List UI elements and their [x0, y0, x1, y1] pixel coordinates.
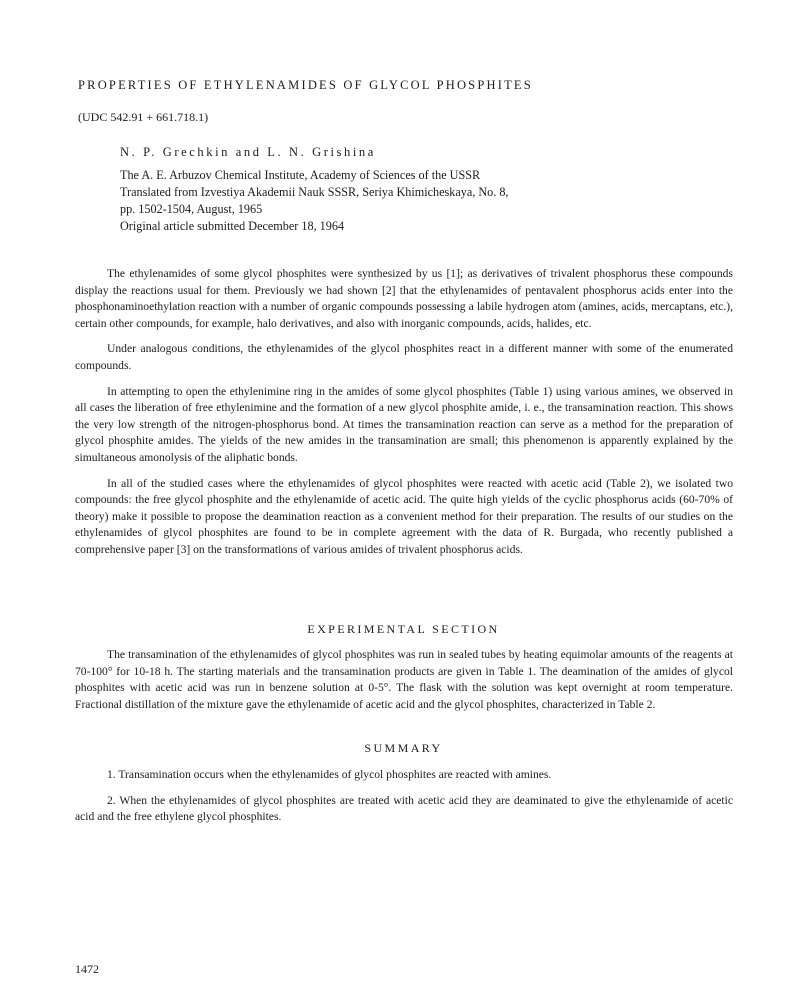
experimental-heading: EXPERIMENTAL SECTION [307, 622, 500, 636]
udc-code: (UDC 542.91 + 661.718.1) [78, 110, 209, 124]
summary-section [75, 767, 733, 835]
summary-item: 1. Transamination occurs when the ethylenamides of glycol phosphites are reacted with amines. [107, 768, 552, 781]
affiliation-line: The A. E. Arbuzov Chemical Institute, Academy of Sciences of the USSR [120, 168, 481, 182]
translation-source-line: Translated from Izvestiya Akademii Nauk SSSR, Seriya Khimicheskaya, No. 8, [120, 185, 509, 199]
page-range-line: pp. 1502-1504, August, 1965 [120, 202, 263, 216]
summary-item: 2. When the ethylenamides of glycol phosphites are treated with acetic acid they are deaminated to give the ethylenamide of acetic acid and the free ethylene glycol phosphites. [75, 793, 733, 824]
paper-title: PROPERTIES OF ETHYLENAMIDES OF GLYCOL PHOSPHITES [78, 78, 533, 92]
body-paragraph: The transamination of the ethylenamides of glycol phosphites was run in sealed tubes by heating equimolar amounts of the reagents at 70-100° for 10-18 h. The starting materials and the transamination products are given in Table 1. The deamination of the amides of glycol phosphites with acetic acid was run in benzene solution at 0-5°. The flask with the solution was kept overnight at room temperature. Fractional distillation of the mixture gave the ethylenamide of acetic acid and the glycol phosphites, characterized in Table 2. [75, 648, 733, 711]
introduction-section [75, 266, 733, 568]
summary-heading: SUMMARY [364, 741, 443, 755]
authors: N. P. Grechkin and L. N. Grishina [120, 145, 376, 159]
affiliation-block [120, 167, 508, 235]
body-paragraph: In attempting to open the ethylenimine ring in the amides of some glycol phosphites (Table 1) using various amines, we observed in all cases the liberation of free ethylenimine and the formation of a new glycol phosphite amide, i. e., the transamination reaction. This shows the very low strength of the nitrogen-phosphorus bond. At times the transamination reaction can serve as a method for the preparation of glycol phosphite amides. The yields of the new amides in the transamination are small; this phenomenon is apparently explained by the simultaneous amonolysis of the aliphatic bonds. [75, 384, 733, 464]
page-number: 1472 [75, 962, 99, 976]
body-paragraph: Under analogous conditions, the ethylenamides of the glycol phosphites react in a different manner with some of the enumerated compounds. [75, 342, 733, 372]
experimental-section [75, 647, 733, 722]
body-paragraph: In all of the studied cases where the ethylenamides of glycol phosphites were reacted with acetic acid (Table 2), we isolated two compounds: the free glycol phosphite and the ethylenamide of acetic acid. The quite high yields of the cyclic phosphorus acids (60-70% of theory) make it possible to propose the deamination reaction as a convenient method for their preparation. The results of our studies on the ethylenamides of glycol phosphites are found to be in complete agreement with the data of R. Burgada, who recently published a comprehensive paper [3] on the transformations of various amides of trivalent phosphorus acids. [75, 476, 733, 556]
submission-date-line: Original article submitted December 18, 1964 [120, 219, 345, 233]
body-paragraph: The ethylenamides of some glycol phosphites were synthesized by us [1]; as derivatives of trivalent phosphorus these compounds display the reactions usual for them. Previously we had shown [2] that the ethylenamides of pentavalent phosphorus acids enter into the phosphonaminoethylation reaction with a number of organic compounds possessing a labile hydrogen atom (amines, acids, mercaptans, etc.), certain other compounds, for example, halo derivatives, and also with inorganic compounds, acids, halides, etc. [75, 267, 733, 330]
